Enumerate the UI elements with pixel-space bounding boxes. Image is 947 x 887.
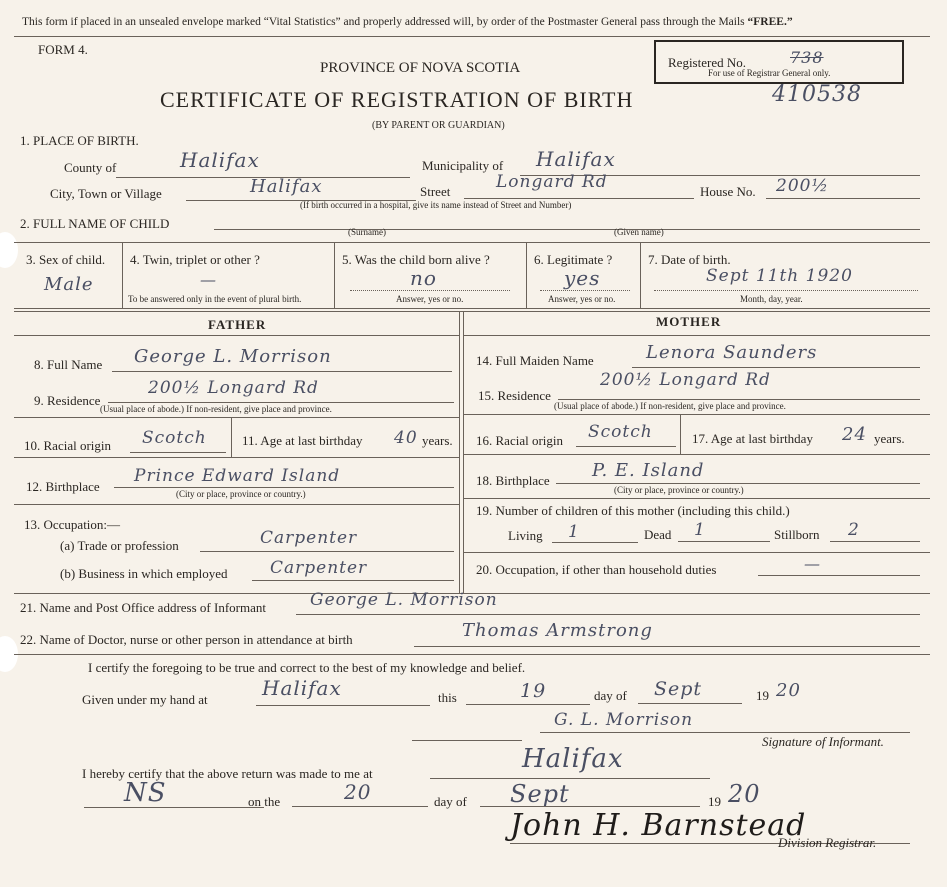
alive-value: no (410, 266, 437, 290)
father-residence-value: 200½ Longard Rd (148, 378, 319, 398)
place-of-birth-heading: 1. PLACE OF BIRTH. (20, 133, 139, 148)
registrar-day-value: 20 (344, 780, 372, 804)
municipality-label: Municipality of (422, 158, 504, 173)
informant-label: 21. Name and Post Office address of Informant (20, 600, 266, 615)
year-value: 20 (776, 680, 801, 701)
registrar-day-of-label: day of (434, 794, 467, 809)
dead-value: 1 (694, 520, 706, 540)
house-label: House No. (700, 184, 756, 199)
doctor-label: 22. Name of Doctor, nurse or other person in attendance at birth (20, 632, 353, 647)
dob-note: Month, day, year. (740, 294, 803, 304)
sex-label: 3. Sex of child. (26, 252, 106, 267)
mother-residence-note: (Usual place of abode.) If non-resident, give place and province. (554, 401, 786, 411)
registrar-place-value: Halifax (522, 744, 624, 774)
stillborn-value: 2 (848, 520, 860, 540)
registrar-month-value: Sept (510, 780, 570, 808)
surname-note: (Surname) (348, 227, 386, 237)
mother-occupation-value: — (804, 554, 821, 573)
mother-birthplace-note: (City or place, province or country.) (614, 485, 744, 495)
mother-residence-value: 200½ Longard Rd (600, 370, 771, 390)
children-label: 19. Number of children of this mother (including this child.) (476, 503, 790, 518)
doctor-value: Thomas Armstrong (462, 620, 653, 641)
legitimate-note: Answer, yes or no. (548, 294, 616, 304)
sex-value: Male (44, 274, 94, 295)
province-title: PROVINCE OF NOVA SCOTIA (320, 60, 521, 76)
registrar-year-prefix: 19 (708, 794, 721, 809)
registrar-signature-label: Division Registrar. (778, 835, 877, 850)
legitimate-value: yes (564, 266, 601, 290)
father-heading: FATHER (208, 317, 267, 332)
county-value: Halifax (180, 148, 260, 172)
twin-value: — (200, 270, 217, 289)
father-residence-note: (Usual place of abode.) If non-resident, give place and province. (100, 404, 332, 414)
given-label: Given under my hand at (82, 692, 208, 707)
year-prefix: 19 (756, 688, 769, 703)
day-value: 19 (520, 680, 547, 702)
informant-value: George L. Morrison (310, 590, 498, 610)
mother-birthplace-value: P. E. Island (592, 460, 705, 481)
father-name-label: 8. Full Name (34, 357, 103, 372)
mother-occupation-label: 20. Occupation, if other than household duties (476, 562, 717, 577)
mother-residence-label: 15. Residence (478, 388, 551, 403)
mother-racial-value: Scotch (588, 422, 653, 442)
county-label: County of (64, 160, 117, 175)
street-note: (If birth occurred in a hospital, give its name instead of Street and Number) (300, 200, 572, 210)
mother-racial-label: 16. Racial origin (476, 433, 564, 448)
mother-age-label: 17. Age at last birthday (692, 431, 813, 446)
trade-label: (a) Trade or profession (60, 538, 179, 553)
street-value: Longard Rd (496, 172, 608, 192)
mother-age-suffix: years. (874, 431, 905, 446)
twin-label: 4. Twin, triplet or other ? (130, 252, 260, 267)
on-the-label: on the (248, 794, 281, 809)
month-value: Sept (654, 678, 703, 700)
city-value: Halifax (250, 176, 323, 197)
father-birthplace-value: Prince Edward Island (134, 466, 341, 486)
registered-number: 738 (790, 48, 824, 67)
given-place-value: Halifax (262, 676, 342, 700)
mother-age-value: 24 (842, 424, 867, 445)
city-label: City, Town or Village (50, 186, 162, 201)
punch-hole-top (0, 232, 18, 268)
living-value: 1 (568, 522, 580, 542)
alive-label: 5. Was the child born alive ? (342, 252, 490, 267)
informant-signature: G. L. Morrison (554, 710, 694, 730)
twin-note: To be answered only in the event of plural birth. (128, 294, 302, 304)
father-name-value: George L. Morrison (134, 346, 332, 367)
trade-value: Carpenter (260, 528, 358, 548)
stillborn-label: Stillborn (774, 527, 820, 542)
legitimate-label: 6. Legitimate ? (534, 252, 613, 267)
registered-label: Registered No. (668, 55, 746, 70)
father-birthplace-note: (City or place, province or country.) (176, 489, 306, 499)
street-label: Street (420, 184, 451, 199)
dob-value: Sept 11th 1920 (706, 266, 853, 286)
informant-signature-label: Signature of Informant. (762, 734, 884, 749)
father-age-label: 11. Age at last birthday (242, 433, 363, 448)
day-of-label: day of (594, 688, 627, 703)
mother-birthplace-label: 18. Birthplace (476, 473, 550, 488)
father-racial-label: 10. Racial origin (24, 438, 112, 453)
father-age-suffix: years. (422, 433, 453, 448)
certificate-title: CERTIFICATE OF REGISTRATION OF BIRTH (160, 87, 634, 112)
given-name-note: (Given name) (614, 227, 664, 237)
dead-label: Dead (644, 527, 672, 542)
father-racial-value: Scotch (142, 428, 207, 448)
registrar-mark: NS (124, 778, 167, 808)
certify-text: I certify the foregoing to be true and correct to the best of my knowledge and belief. (88, 660, 526, 675)
mother-heading: MOTHER (656, 314, 722, 329)
registrar-signature: John H. Barnstead (510, 808, 807, 843)
registrar-text: I hereby certify that the above return was made to me at (82, 766, 373, 781)
postal-notice: This form if placed in an unsealed envelope marked “Vital Statistics” and properly addressed will, by order of the Postmaster General pass through the Mails “FREE.” (22, 16, 793, 28)
mother-name-label: 14. Full Maiden Name (476, 353, 594, 368)
father-residence-label: 9. Residence (34, 393, 101, 408)
certificate-subtitle: (BY PARENT OR GUARDIAN) (372, 120, 505, 131)
child-name-label: 2. FULL NAME OF CHILD (20, 216, 170, 231)
form-number: FORM 4. (38, 42, 88, 57)
registered-note: For use of Registrar General only. (708, 68, 831, 78)
mother-name-value: Lenora Saunders (646, 342, 818, 363)
business-value: Carpenter (270, 558, 368, 578)
father-age-value: 40 (394, 428, 418, 448)
house-value: 200½ (776, 176, 829, 196)
notice-rule (14, 36, 930, 37)
this-label: this (438, 690, 457, 705)
certificate-number: 410538 (772, 82, 862, 107)
registrar-year-value: 20 (728, 780, 761, 808)
business-label: (b) Business in which employed (60, 566, 228, 581)
father-birthplace-label: 12. Birthplace (26, 479, 100, 494)
occupation-label: 13. Occupation:— (24, 517, 121, 532)
dob-label: 7. Date of birth. (648, 252, 731, 267)
municipality-value: Halifax (536, 147, 616, 171)
living-label: Living (508, 528, 543, 543)
alive-note: Answer, yes or no. (396, 294, 464, 304)
